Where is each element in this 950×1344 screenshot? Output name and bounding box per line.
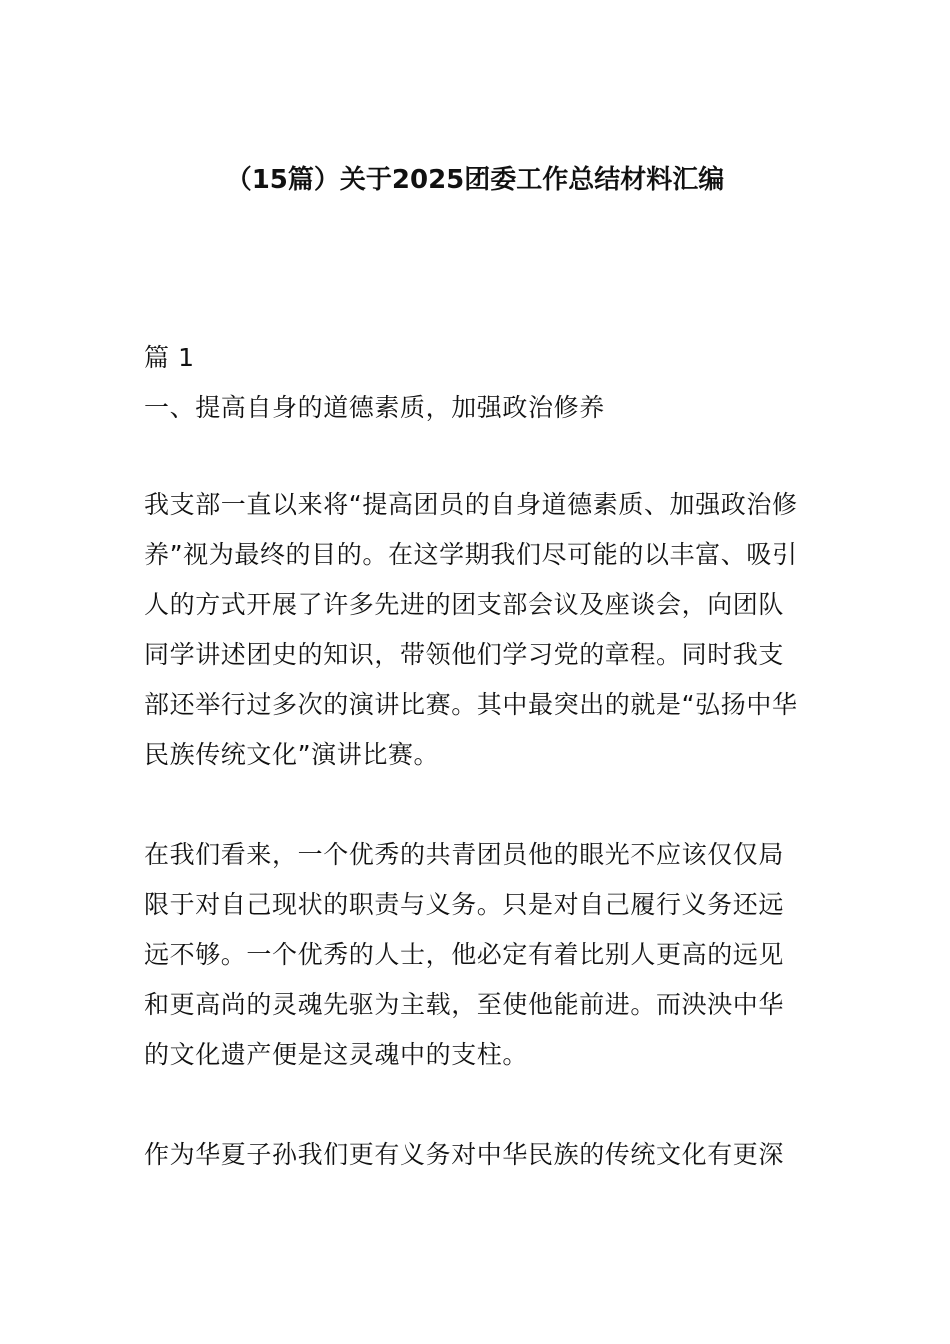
paragraph-line: 作为华夏子孙我们更有义务对中华民族的传统文化有更深 <box>144 1140 785 1169</box>
paragraph-line: 我支部一直以来将“提高团员的自身道德素质、加强政治修 <box>144 490 798 519</box>
section-label: 篇 1 <box>144 343 195 372</box>
document-title: （15篇）关于2025团委工作总结材料汇编 <box>225 165 725 195</box>
paragraph-line: 同学讲述团史的知识，带领他们学习党的章程。同时我支 <box>144 640 785 669</box>
paragraph-line: 部还举行过多次的演讲比赛。其中最突出的就是“弘扬中华 <box>144 690 798 719</box>
paragraph-line: 限于对自己现状的职责与义务。只是对自己履行义务还远 <box>144 890 785 919</box>
paragraph-line: 和更高尚的灵魂先驱为主载，至使他能前进。而泱泱中华 <box>144 990 785 1019</box>
paragraph-line: 的文化遗产便是这灵魂中的支柱。 <box>144 1040 529 1069</box>
section-heading: 一、提高自身的道德素质，加强政治修养 <box>144 393 605 422</box>
paragraph-line: 人的方式开展了许多先进的团支部会议及座谈会，向团队 <box>144 590 785 619</box>
paragraph-line: 养”视为最终的目的。在这学期我们尽可能的以丰富、吸引 <box>144 540 798 569</box>
paragraph-line: 民族传统文化”演讲比赛。 <box>144 740 440 769</box>
paragraph-line: 在我们看来，一个优秀的共青团员他的眼光不应该仅仅局 <box>144 840 785 869</box>
paragraph-line: 远不够。一个优秀的人士，他必定有着比别人更高的远见 <box>144 940 785 969</box>
